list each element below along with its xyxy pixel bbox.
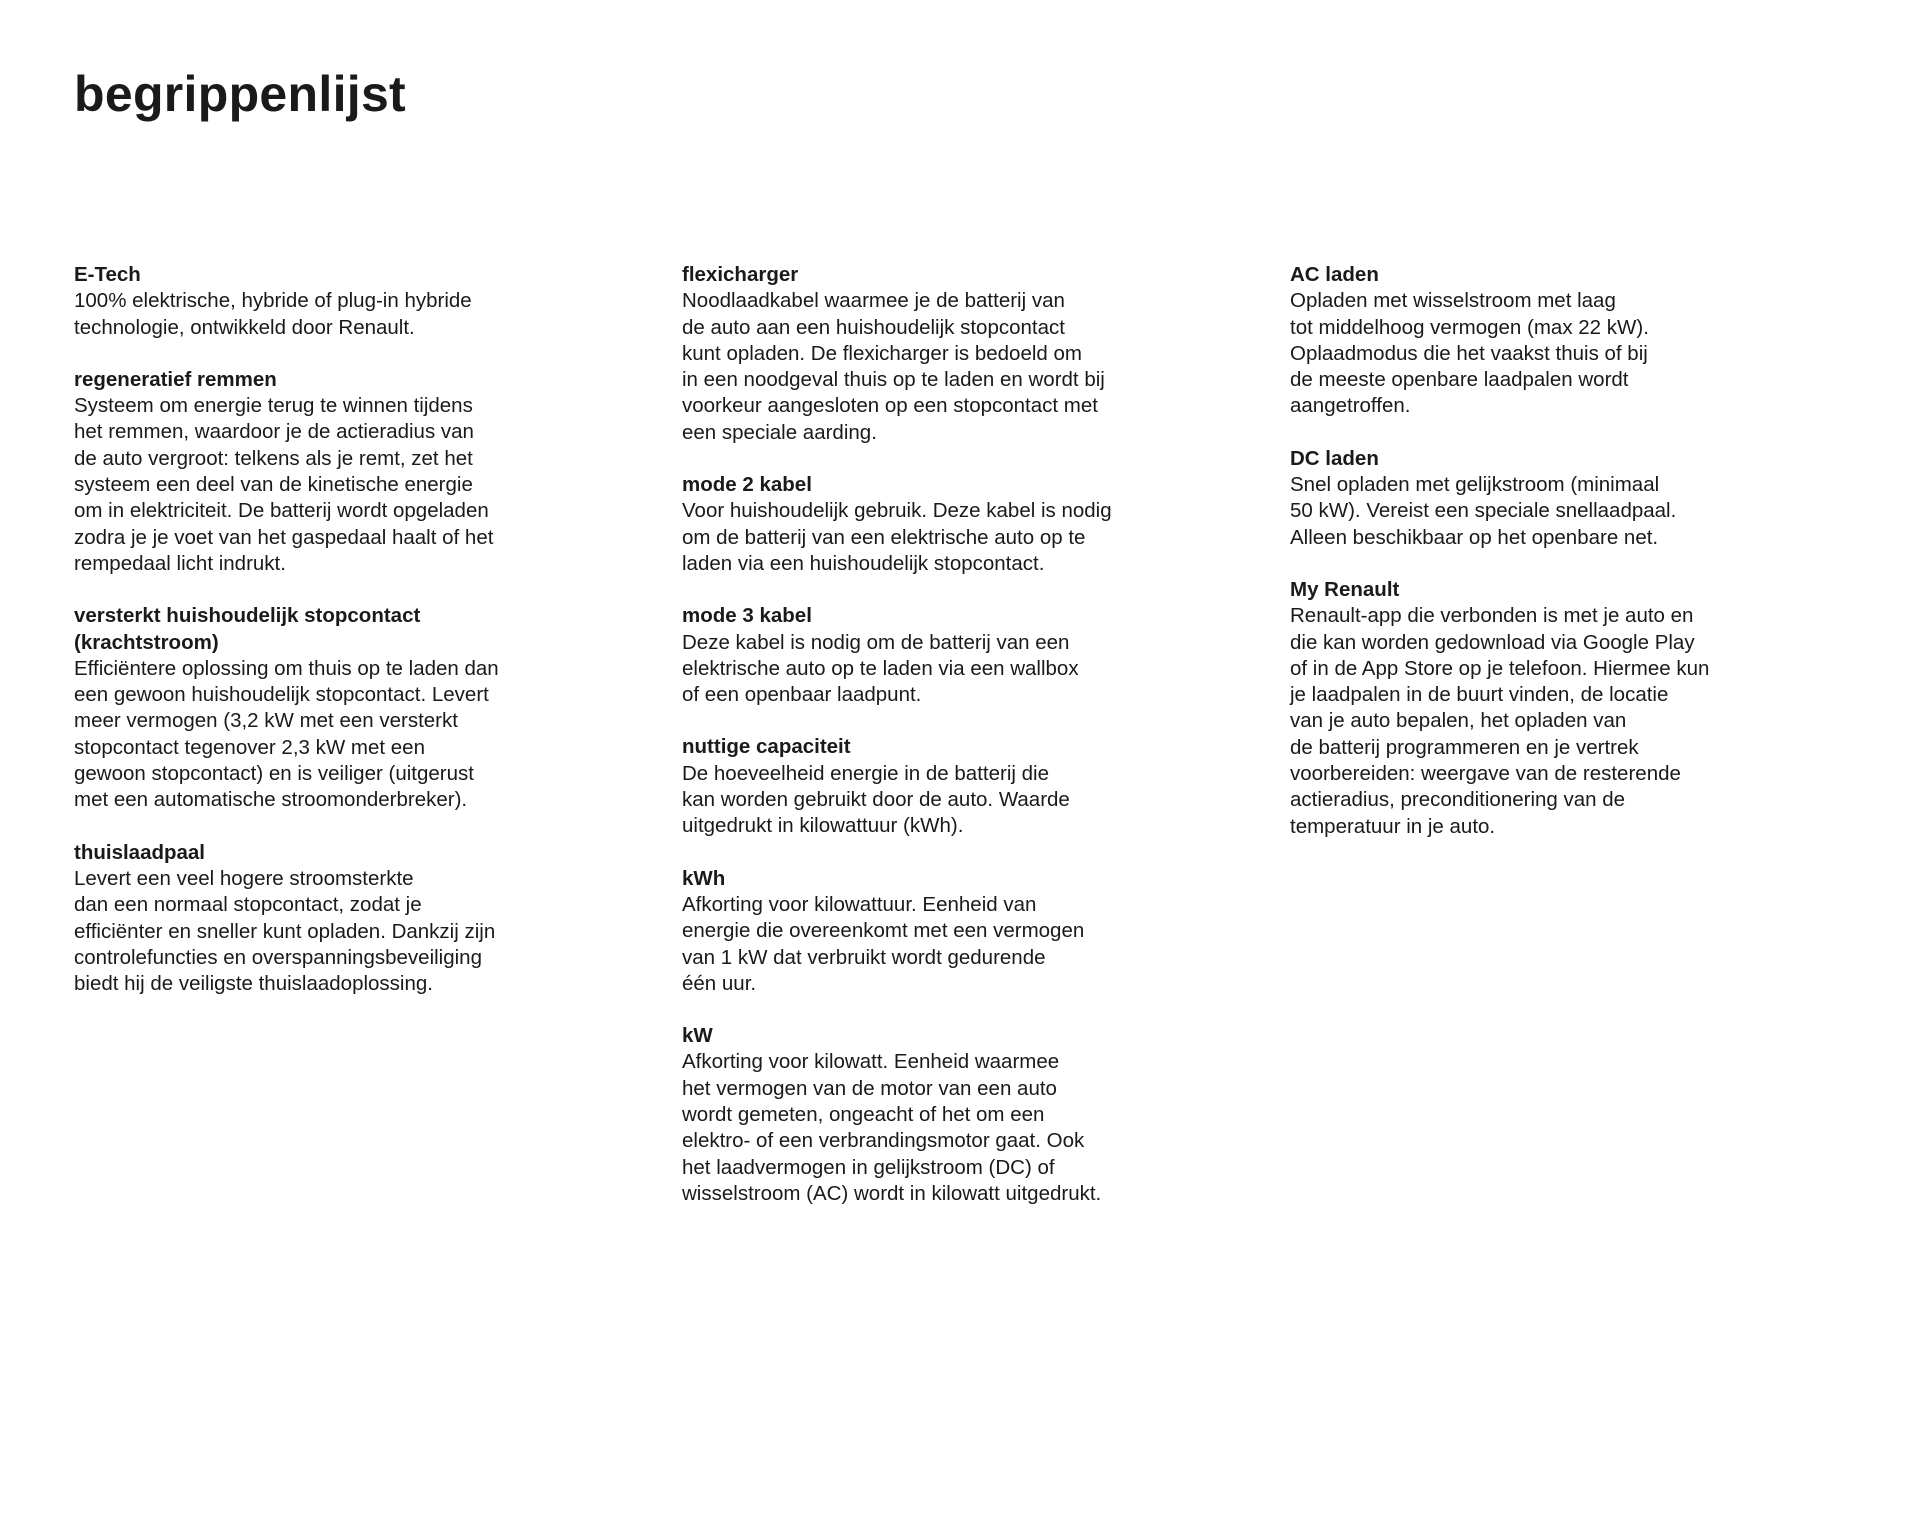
glossary-entry xyxy=(74,603,594,813)
glossary-term: E-Tech xyxy=(74,263,141,286)
glossary-term: mode 3 kabel xyxy=(682,604,812,628)
definition-line: actieradius, preconditionering van de xyxy=(1290,788,1626,812)
glossary-definition xyxy=(682,630,1202,709)
definition-line: Deze kabel is nodig om de batterij van een xyxy=(682,630,1070,654)
glossary-column-3 xyxy=(1290,262,1810,866)
glossary-column-2 xyxy=(682,262,1202,1233)
glossary-entry xyxy=(1290,577,1810,840)
definition-line: gewoon stopcontact) en is veiliger (uitgerust xyxy=(74,762,474,786)
definition-line: die kan worden gedownload via Google Play xyxy=(1290,630,1695,654)
glossary-entry xyxy=(74,840,594,998)
definition-line: Afkorting voor kilowatt. Eenheid waarmee xyxy=(682,1050,1060,1074)
definition-line: Levert een veel hogere stroomsterkte xyxy=(74,866,414,890)
definition-line: of in de App Store op je telefoon. Hiermee kun xyxy=(1290,656,1710,680)
definition-line: technologie, ontwikkeld door Renault. xyxy=(74,315,415,339)
glossary-entry xyxy=(682,734,1202,839)
glossary-term: nuttige capaciteit xyxy=(682,735,851,759)
glossary-entry xyxy=(682,262,1202,446)
glossary-entry xyxy=(682,603,1202,708)
glossary-term: kWh xyxy=(682,866,726,890)
definition-line: Alleen beschikbaar op het openbare net. xyxy=(1290,525,1659,549)
glossary-definition xyxy=(74,866,594,997)
definition-line: laden via een huishoudelijk stopcontact. xyxy=(682,551,1045,575)
definition-line: 50 kW). Vereist een speciale snellaadpaal. xyxy=(1290,499,1677,523)
definition-line: elektro- of een verbrandingsmotor gaat. Ook xyxy=(682,1129,1085,1153)
glossary-definition xyxy=(1290,472,1810,551)
definition-line: Efficiëntere oplossing om thuis op te laden dan xyxy=(74,656,499,680)
definition-line: de auto aan een huishoudelijk stopcontact xyxy=(682,315,1065,339)
glossary-definition xyxy=(74,393,594,577)
definition-line: de auto vergroot: telkens als je remt, zet het xyxy=(74,446,473,470)
definition-line: de meeste openbare laadpalen wordt xyxy=(1290,368,1629,392)
glossary-term: flexicharger xyxy=(682,263,799,286)
definition-line: controlefuncties en overspanningsbeveiliging xyxy=(74,945,482,969)
definition-line: voorkeur aangesloten op een stopcontact met xyxy=(682,394,1098,418)
glossary-definition xyxy=(682,892,1202,997)
definition-line: je laadpalen in de buurt vinden, de locatie xyxy=(1290,683,1669,707)
definition-line: met een automatische stroomonderbreker). xyxy=(74,788,468,812)
glossary-entry xyxy=(682,472,1202,577)
definition-line: Snel opladen met gelijkstroom (minimaal xyxy=(1290,473,1660,497)
glossary-definition xyxy=(682,288,1202,446)
glossary-entry xyxy=(1290,446,1810,551)
glossary-entry xyxy=(682,866,1202,997)
definition-line: De hoeveelheid energie in de batterij die xyxy=(682,761,1049,785)
definition-line: biedt hij de veiligste thuislaadoplossing. xyxy=(74,972,433,996)
definition-line: systeem een deel van de kinetische energie xyxy=(74,473,473,497)
definition-line: tot middelhoog vermogen (max 22 kW). xyxy=(1290,315,1649,339)
definition-line: Renault-app die verbonden is met je auto en xyxy=(1290,604,1694,628)
definition-line: om in elektriciteit. De batterij wordt opgeladen xyxy=(74,499,489,523)
definition-line: meer vermogen (3,2 kW met een versterkt xyxy=(74,709,458,733)
definition-line: temperatuur in je auto. xyxy=(1290,814,1496,838)
definition-line: aangetroffen. xyxy=(1290,394,1411,418)
definition-line: Oplaadmodus die het vaakst thuis of bij xyxy=(1290,341,1648,365)
definition-line: 100% elektrische, hybride of plug-in hybride xyxy=(74,289,472,313)
definition-line: een speciale aarding. xyxy=(682,420,877,444)
definition-line: Noodlaadkabel waarmee je de batterij van xyxy=(682,289,1065,313)
definition-line: of een openbaar laadpunt. xyxy=(682,683,922,707)
glossary-definition xyxy=(1290,603,1810,840)
glossary-definition xyxy=(74,656,594,814)
definition-line: dan een normaal stopcontact, zodat je xyxy=(74,893,422,917)
definition-line: om de batterij van een elektrische auto op te xyxy=(682,525,1086,549)
definition-line: stopcontact tegenover 2,3 kW met een xyxy=(74,735,425,759)
definition-line: het vermogen van de motor van een auto xyxy=(682,1076,1057,1100)
definition-line: van je auto bepalen, het opladen van xyxy=(1290,709,1627,733)
definition-line: van 1 kW dat verbruikt wordt gedurende xyxy=(682,945,1046,969)
definition-line: één uur. xyxy=(682,971,757,995)
glossary-term: versterkt huishoudelijk stopcontact (krachtstroom) xyxy=(74,604,421,654)
definition-line: Opladen met wisselstroom met laag xyxy=(1290,289,1616,313)
glossary-term: My Renault xyxy=(1290,577,1400,601)
definition-line: elektrische auto op te laden via een wallbox xyxy=(682,656,1079,680)
glossary-entry xyxy=(74,367,594,577)
glossary-term: regeneratief remmen xyxy=(74,367,277,391)
definition-line: zodra je je voet van het gaspedaal haalt of het xyxy=(74,525,494,549)
glossary-term: thuislaadpaal xyxy=(74,840,206,864)
definition-line: voorbereiden: weergave van de resterende xyxy=(1290,762,1681,786)
glossary-entry xyxy=(682,1023,1202,1207)
definition-line: het remmen, waardoor je de actieradius van xyxy=(74,420,474,444)
glossary-entry xyxy=(74,262,594,341)
definition-line: wisselstroom (AC) wordt in kilowatt uitgedrukt. xyxy=(682,1181,1102,1205)
glossary-definition xyxy=(74,288,594,341)
glossary-definition xyxy=(682,1049,1202,1207)
definition-line: het laadvermogen in gelijkstroom (DC) of xyxy=(682,1155,1055,1179)
glossary-term: DC laden xyxy=(1290,446,1379,470)
glossary-term: mode 2 kabel xyxy=(682,473,812,497)
glossary-column-1 xyxy=(74,262,594,1023)
definition-line: de batterij programmeren en je vertrek xyxy=(1290,735,1639,759)
definition-line: uitgedrukt in kilowattuur (kWh). xyxy=(682,814,964,838)
glossary-definition xyxy=(682,498,1202,577)
definition-line: kan worden gebruikt door de auto. Waarde xyxy=(682,788,1070,812)
definition-line: kunt opladen. De flexicharger is bedoeld om xyxy=(682,341,1082,365)
glossary-definition xyxy=(682,761,1202,840)
definition-line: een gewoon huishoudelijk stopcontact. Levert xyxy=(74,683,489,707)
glossary-entry xyxy=(1290,262,1810,420)
definition-line: Systeem om energie terug te winnen tijdens xyxy=(74,394,473,418)
definition-line: Afkorting voor kilowattuur. Eenheid van xyxy=(682,892,1037,916)
definition-line: energie die overeenkomt met een vermogen xyxy=(682,919,1085,943)
definition-line: rempedaal licht indrukt. xyxy=(74,551,286,575)
definition-line: Voor huishoudelijk gebruik. Deze kabel is nodig xyxy=(682,499,1112,523)
glossary-term: AC laden xyxy=(1290,263,1379,286)
definition-line: efficiënter en sneller kunt opladen. Dankzij zijn xyxy=(74,919,496,943)
glossary-term: kW xyxy=(682,1024,713,1048)
glossary-definition xyxy=(1290,288,1810,419)
definition-line: in een noodgeval thuis op te laden en wordt bij xyxy=(682,368,1105,392)
page-title: begrippenlijst xyxy=(74,66,407,122)
definition-line: wordt gemeten, ongeacht of het om een xyxy=(682,1103,1045,1127)
